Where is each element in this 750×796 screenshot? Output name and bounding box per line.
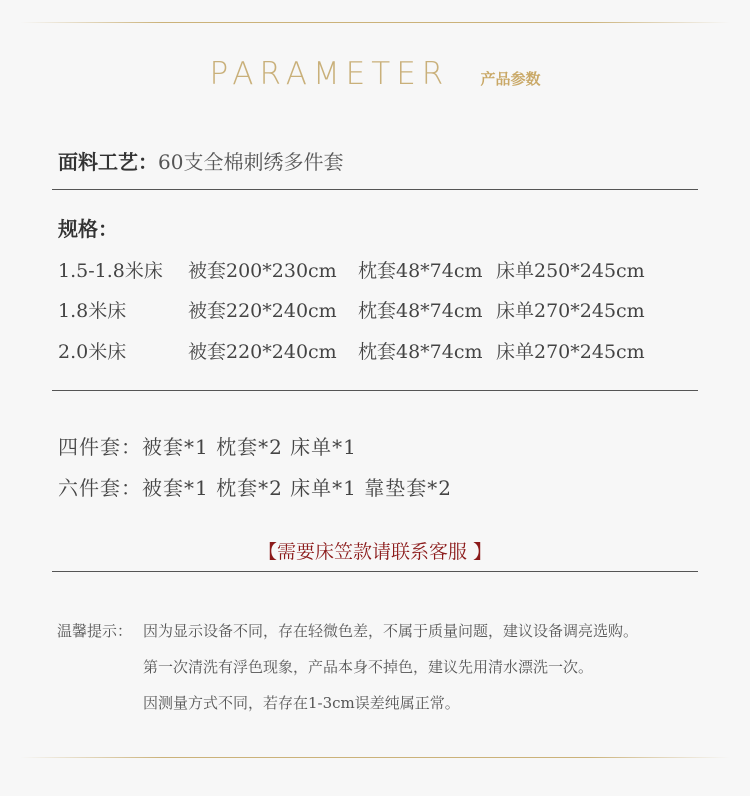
spec-size: 1.5-1.8米床 xyxy=(58,260,163,282)
spec-pillow: 枕套48*74cm xyxy=(358,300,483,322)
spec-sheet: 床单270*245cm xyxy=(496,341,645,363)
section-title: PARAMETER xyxy=(209,56,450,92)
spec-duvet: 被套220*240cm xyxy=(188,300,337,322)
spec-duvet: 被套220*240cm xyxy=(188,341,337,363)
section-subtitle: 产品参数 xyxy=(480,70,541,88)
fabric-value: 60支全棉刺绣多件套 xyxy=(158,150,344,174)
tip-line: 第一次清洗有浮色现象，产品本身不掉色，建议先用清水漂洗一次。 xyxy=(143,658,594,676)
four-piece-set: 四件套：被套*1 枕套*2 床单*1 xyxy=(58,435,357,459)
divider xyxy=(52,390,698,391)
top-gold-rule xyxy=(20,22,730,23)
spec-pillow: 枕套48*74cm xyxy=(358,260,483,282)
spec-size: 2.0米床 xyxy=(58,341,127,363)
spec-sheet: 床单250*245cm xyxy=(496,260,645,282)
fabric-label: 面料工艺： xyxy=(58,150,158,174)
spec-duvet: 被套200*230cm xyxy=(188,260,337,282)
bottom-gold-rule xyxy=(20,757,730,758)
spec-heading xyxy=(58,213,118,242)
tip-line: 因为显示设备不同，存在轻微色差，不属于质量问题，建议设备调亮选购。 xyxy=(143,622,639,640)
tips-label: 温馨提示： xyxy=(57,622,133,640)
fitted-sheet-notice: 【需要床笠款请联系客服 】 xyxy=(257,541,493,563)
spec-sheet: 床单270*245cm xyxy=(496,300,645,322)
spec-pillow: 枕套48*74cm xyxy=(358,341,483,363)
fabric-row xyxy=(58,146,343,175)
tip-line: 因测量方式不同，若存在1-3cm误差纯属正常。 xyxy=(143,694,460,712)
section-header xyxy=(0,56,750,92)
spec-label: 规格： xyxy=(58,217,118,241)
spec-size: 1.8米床 xyxy=(58,300,127,322)
divider xyxy=(52,189,698,190)
divider xyxy=(52,571,698,572)
six-piece-set: 六件套：被套*1 枕套*2 床单*1 靠垫套*2 xyxy=(58,476,452,500)
